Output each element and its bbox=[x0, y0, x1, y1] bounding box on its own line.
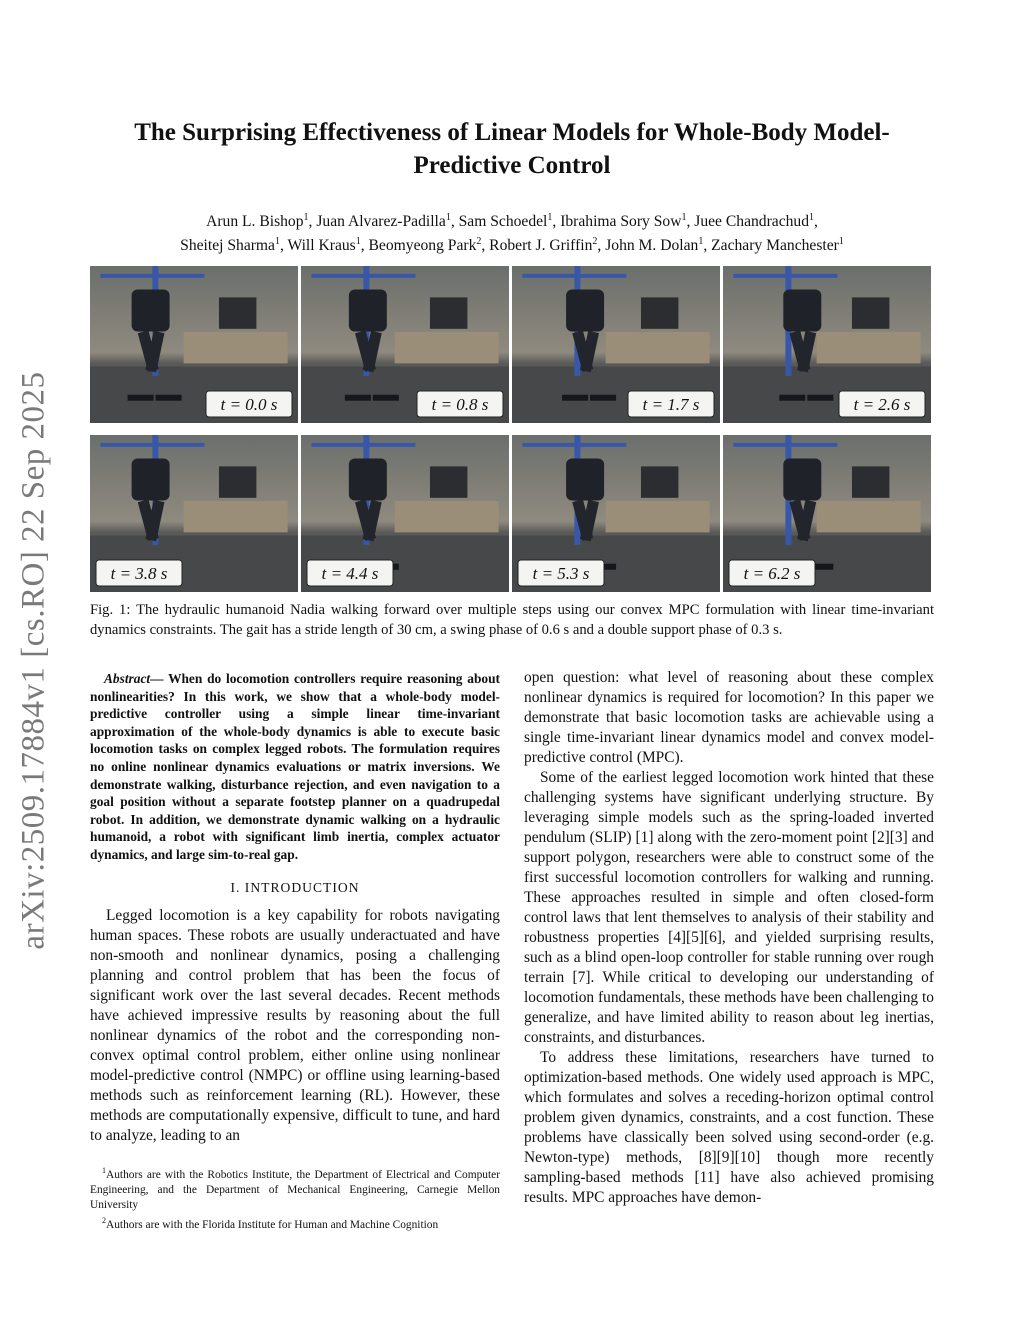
intro-paragraph-2: open question: what level of reasoning about these complex nonlinear dynamics is required for locomotion? In this paper we demonstrate that basic locomotion tasks are achievable using a single time-invariant linear dynamics model and convex model-predictive control (MPC). bbox=[524, 669, 934, 766]
author-name: Will Kraus bbox=[287, 237, 356, 254]
author-name: Ibrahima Sory Sow bbox=[560, 213, 682, 230]
intro-paragraph-3: Some of the earliest legged locomotion work hinted that these challenging systems have significant underlying structure. By leveraging simple models such as the spring-loaded inverted pendulum (SLIP) [1] along with the zero-moment point [2][3] and support polygon, researchers were able to construct some of the first successful locomotion controllers for walking and running. These approaches resulted in simple and often closed-form control laws that lent themselves to analysis of their stability and robustness properties [4][5][6], and yielded surprising results, such as a blind open-loop controller for stable running over rough terrain [7]. While critical to developing our understanding of locomotion fundamentals, these methods have been challenging to generalize, and have limited ability to reason about leg inertias, constraints, and disturbances. bbox=[524, 769, 934, 1046]
author-affiliation-mark: 1 bbox=[303, 211, 309, 223]
figure-1-caption: Fig. 1: The hydraulic humanoid Nadia walking forward over multiple steps using our convex MPC formulation with linear time-invariant dynamics constraints. The gait has a stride length of 30 cm, a swing phase of 0.6 s and a double support phase of 0.3 s. bbox=[90, 602, 934, 638]
author-affiliation-mark: 1 bbox=[838, 235, 844, 247]
left-column bbox=[90, 670, 500, 1146]
author-affiliation-mark: 1 bbox=[445, 211, 451, 223]
section-heading-introduction: I. INTRODUCTION bbox=[230, 879, 360, 895]
author-name: Beomyeong Park bbox=[368, 237, 477, 254]
abstract-text: — When do locomotion controllers require reasoning about nonlinearities? In this work, we show that a whole-body model-predictive controller using a simple linear time-invariant approximation of the whole-body dynamics is able to execute basic locomotion tasks on complex legged robots. The formulation requires no online nonlinear dynamics evaluations or matrix inversions. We demonstrate walking, disturbance rejection, and even navigation to a goal position without a separate footstep planner on a quadrupedal robot. In addition, we demonstrate dynamic walking on a hydraulic humanoid, a robot with significant limb inertia, complex actuator dynamics, and large sim-to-real gap. bbox=[90, 671, 500, 862]
intro-paragraph-1: Legged locomotion is a key capability for robots navigating human spaces. These robots are usually underactuated and have non-smooth and nonlinear dynamics, posing a challenging planning and control problem that has been the focus of significant work over the last several decades. Recent methods have achieved impressive results by reasoning about the full nonlinear dynamics of the robot and the corresponding non-convex optimal control problem, either online using nonlinear model-predictive control (NMPC) or offline using learning-based methods such as reinforcement learning (RL). However, these methods are computationally expensive, difficult to tune, and hard to analyze, leading to an bbox=[90, 906, 500, 1144]
figure-frame bbox=[301, 435, 509, 592]
arxiv-identifier-text: arXiv:2509.17884v1 [cs.RO] 22 Sep 2025 bbox=[15, 370, 52, 950]
arxiv-identifier bbox=[12, 370, 56, 950]
abstract bbox=[90, 670, 500, 864]
author-affiliation-mark: 1 bbox=[698, 235, 704, 247]
figure-frame bbox=[723, 435, 931, 592]
figure-frame bbox=[723, 266, 931, 423]
author-name: Juee Chandrachud bbox=[694, 213, 810, 230]
frame-time-label: t = 0.8 s bbox=[431, 395, 489, 414]
right-column bbox=[524, 668, 934, 1208]
figure-frame bbox=[90, 266, 298, 423]
author-name: Zachary Manchester bbox=[711, 237, 839, 254]
frame-time-label: t = 6.2 s bbox=[743, 564, 801, 583]
author-affiliation-mark: 2 bbox=[476, 235, 482, 247]
author-name: John M. Dolan bbox=[605, 237, 699, 254]
footnotes bbox=[90, 1163, 500, 1233]
figure-1 bbox=[90, 266, 934, 592]
frame-time-label: t = 3.8 s bbox=[110, 564, 168, 583]
author-name: Juan Alvarez-Padilla bbox=[316, 213, 446, 230]
figure-frame bbox=[301, 266, 509, 423]
author-affiliation-mark: 1 bbox=[547, 211, 553, 223]
footnote-1-text: Authors are with the Robotics Institute, the Department of Electrical and Computer Engineering, and the Department of Mechanical Engineering, Carnegie Mellon University bbox=[90, 1168, 500, 1211]
figure-1-image-grid bbox=[90, 266, 934, 592]
author-affiliation-mark: 1 bbox=[681, 211, 687, 223]
author-list: Arun L. Bishop$^1$, Juan Alvarez-Padilla$^1$, Sam Schoedel$^1$, Ibrahima Sory Sow$^1$, Juee Chandrachud$^1$, Sheitej Sharma$^1$, Will Kraus$^1$, Beomyeong Park$^2$, Robert J. Griffin$^2$, John M. Dolan$^1$, Zachary Manchester$^1$ bbox=[180, 211, 844, 254]
intro-paragraph-4: To address these limitations, researchers have turned to optimization-based methods. One widely used approach is MPC, which formulates and solves a receding-horizon optimal control problem given dynamics, constraints, and a cost function. These problems have classically been solved using second-order (e.g. Newton-type) methods, [8][9][10] though more recently sampling-based methods [11] have also achieved promising results. MPC approaches have demon- bbox=[524, 1049, 934, 1206]
footnote-2-mark: 2 bbox=[102, 1215, 106, 1225]
author-name: Arun L. Bishop bbox=[206, 213, 304, 230]
author-affiliation-mark: 1 bbox=[355, 235, 361, 247]
frame-time-label: t = 5.3 s bbox=[532, 564, 590, 583]
frame-time-label: t = 4.4 s bbox=[321, 564, 379, 583]
frame-time-label: t = 2.6 s bbox=[853, 395, 911, 414]
footnote-2-text: Authors are with the Florida Institute for Human and Machine Cognition bbox=[106, 1218, 439, 1231]
footnote-2 bbox=[90, 1213, 500, 1233]
author-affiliation-mark: 2 bbox=[592, 235, 598, 247]
author-affiliation-mark: 1 bbox=[274, 235, 280, 247]
author-affiliation-mark: 1 bbox=[809, 211, 815, 223]
author-name: Sam Schoedel bbox=[458, 213, 548, 230]
frame-time-label: t = 1.7 s bbox=[642, 395, 700, 414]
figure-frame bbox=[512, 266, 720, 423]
frame-time-label: t = 0.0 s bbox=[220, 395, 278, 414]
paper-title: The Surprising Effectiveness of Linear Models for Whole-Body Model-Predictive Control bbox=[134, 119, 890, 179]
figure-frame bbox=[90, 435, 298, 592]
abstract-label: Abstract bbox=[104, 671, 151, 686]
author-name: Sheitej Sharma bbox=[180, 237, 275, 254]
figure-frame bbox=[512, 435, 720, 592]
author-name: Robert J. Griffin bbox=[489, 237, 593, 254]
footnote-1 bbox=[90, 1163, 500, 1213]
footnote-1-mark: 1 bbox=[102, 1166, 106, 1175]
